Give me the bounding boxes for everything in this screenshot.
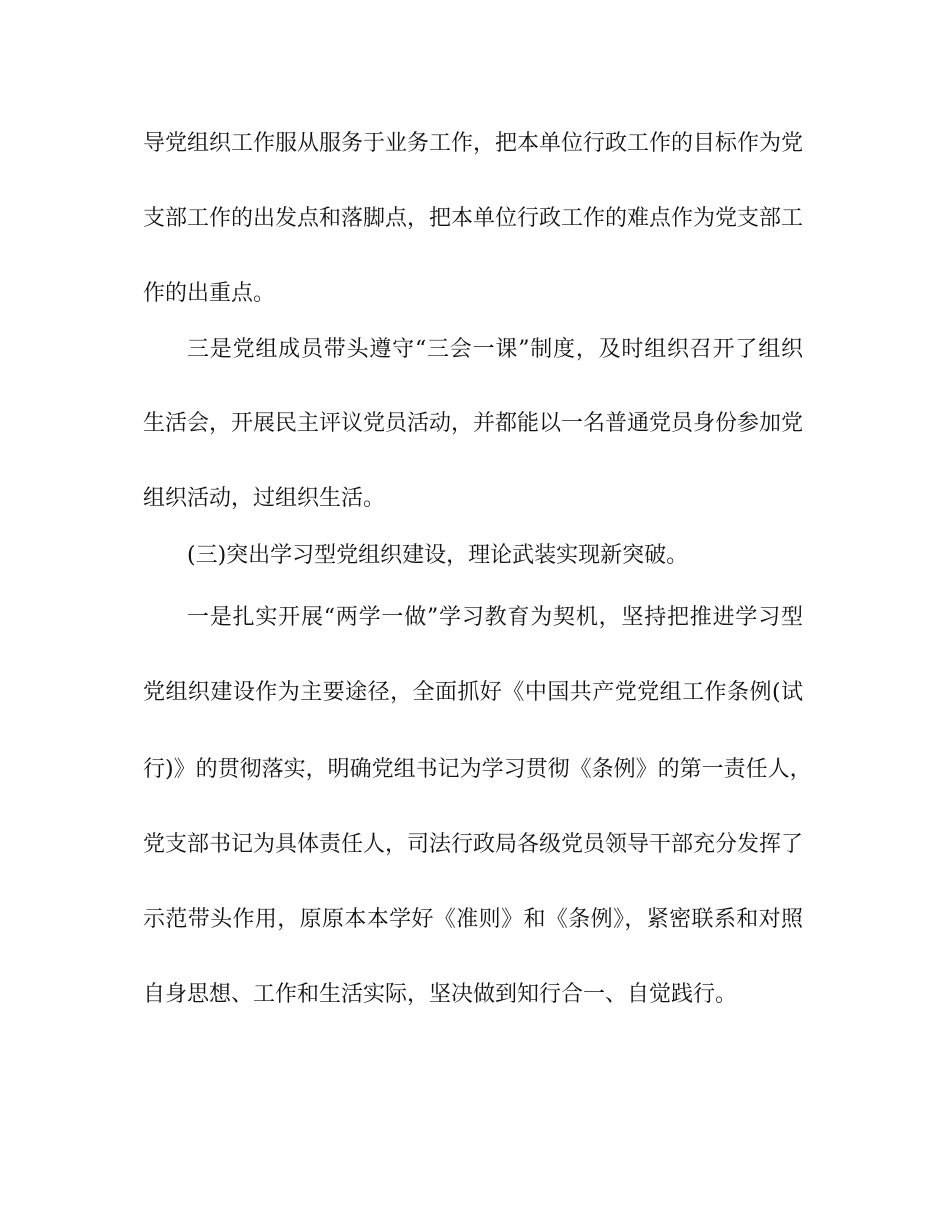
text-line-6: 组织活动，过组织生活。	[143, 486, 386, 511]
text-line-12: 示范带头作用，原原本本学好《准则》和《条例》，紧密联系和对照	[143, 907, 803, 932]
text-line-11: 党支部书记为具体责任人，司法行政局各级党员领导干部充分发挥了	[143, 832, 804, 857]
text-line-2: 支部工作的出发点和落脚点，把本单位行政工作的难点作为党支部工	[143, 206, 804, 231]
text-line-5: 生活会，开展民主评议党员活动，并都能以一名普通党员身份参加党	[143, 411, 804, 436]
text-line-4: 三是党组成员带头遵守“三会一课”制度，及时组织召开了组织	[187, 337, 803, 362]
text-line-8: 一是扎实开展“两学一做”学习教育为契机，坚持把推进学习型	[187, 605, 803, 630]
text-line-10: 行)》的贯彻落实，明确党组书记为学习贯彻《条例》的第一责任人，	[143, 757, 812, 782]
text-line-3: 作的出重点。	[143, 281, 276, 306]
section-heading-3: (三)突出学习型党组织建设，理论武装实现新突破。	[187, 543, 689, 568]
text-line-13: 自身思想、工作和生活实际，坚决做到知行合一、自觉践行。	[143, 982, 738, 1007]
text-line-9: 党组织建设作为主要途径，全面抓好《中国共产党党组工作条例(试	[143, 680, 803, 705]
text-line-1: 导党组织工作服从服务于业务工作，把本单位行政工作的目标作为党	[143, 131, 804, 156]
